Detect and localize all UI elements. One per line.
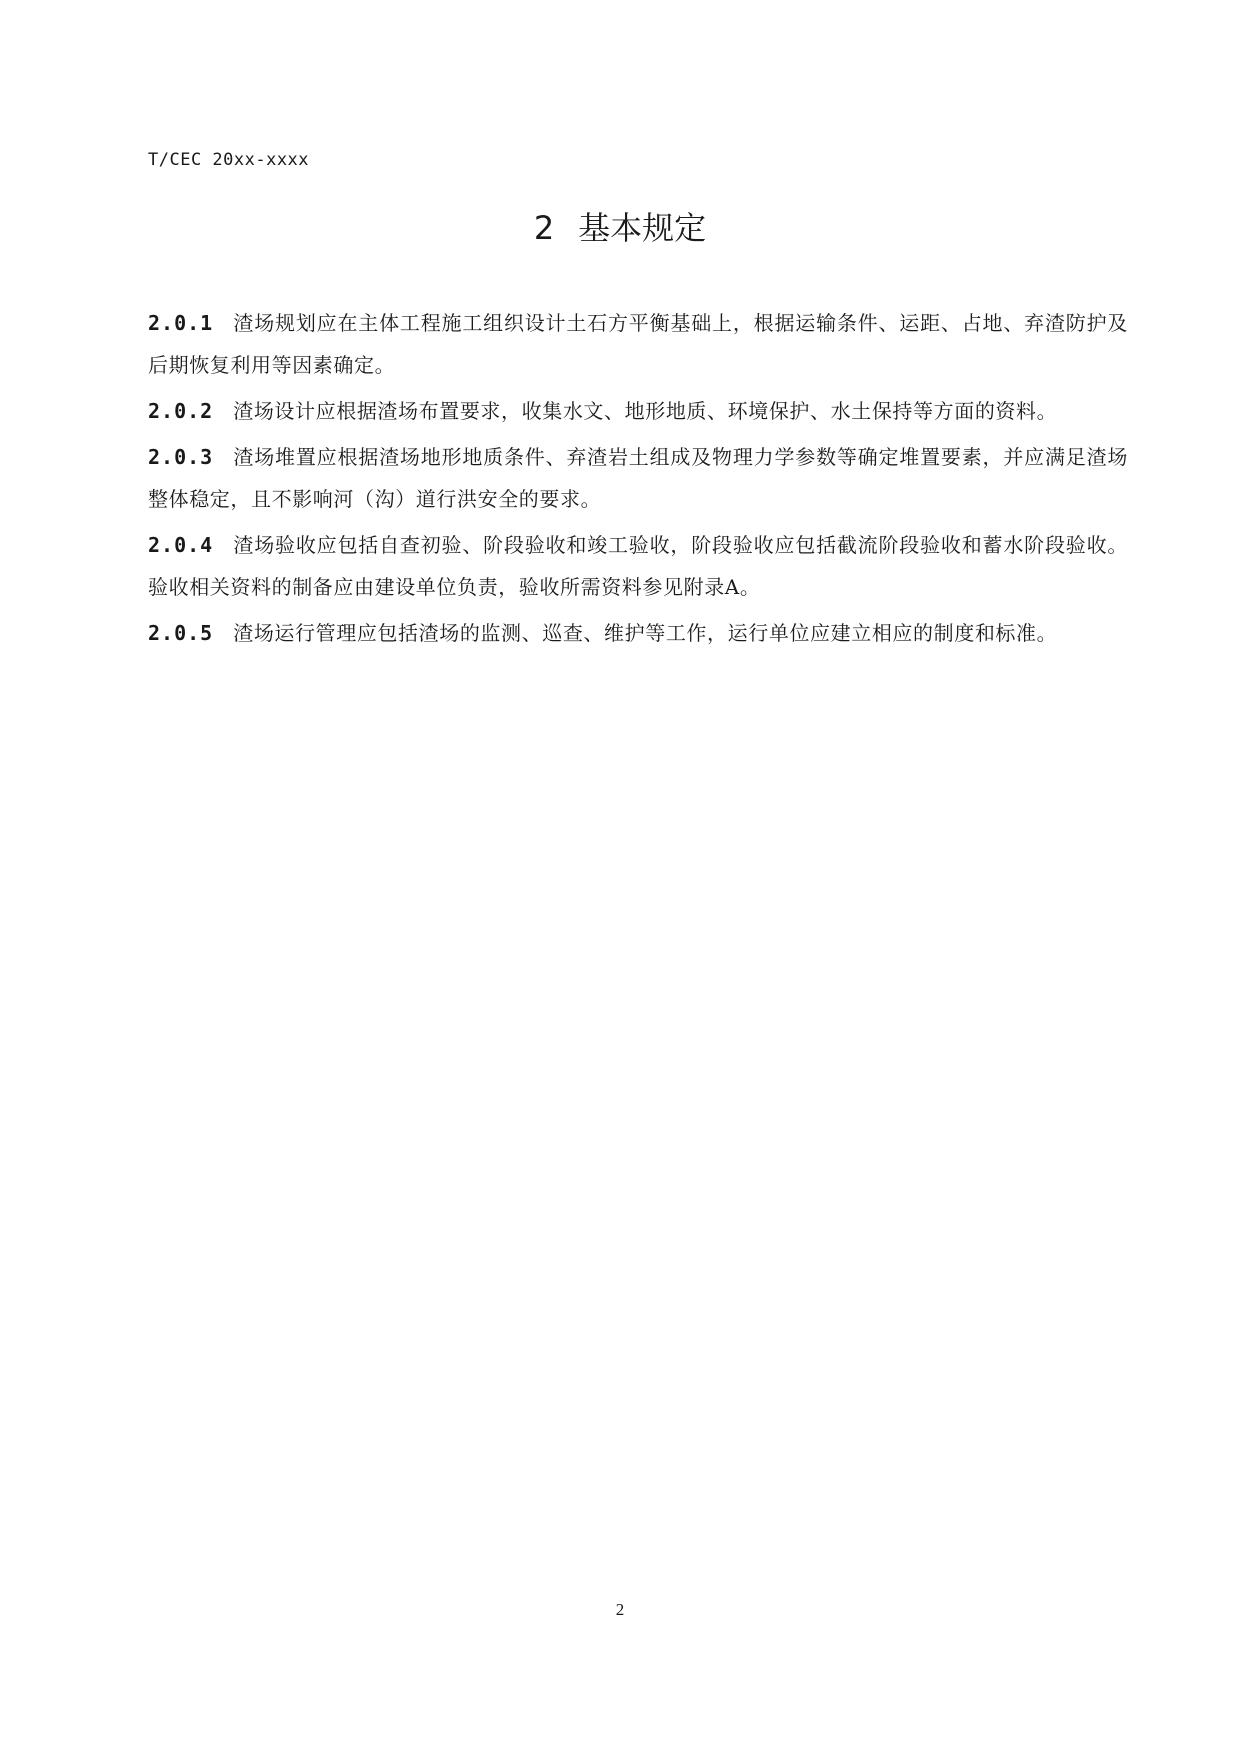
document-code: T/CEC 20xx-xxxx [148, 150, 310, 170]
clause-number: 2.0.2 [148, 399, 214, 423]
clause-text: 渣场设计应根据渣场布置要求，收集水文、地形地质、环境保护、水土保持等方面的资料。 [233, 399, 1058, 423]
clause-2-0-1 [148, 302, 1128, 386]
chapter-title-text: 基本规定 [578, 209, 707, 247]
clause-text: 渣场验收应包括自查初验、阶段验收和竣工验收，阶段验收应包括截流阶段验收和蓄水阶段验收。验收相关资料的制备应由建设单位负责，验收所需资料参见附录A。 [148, 533, 1128, 599]
clause-2-0-2 [148, 390, 1128, 432]
clause-2-0-5 [148, 612, 1128, 654]
clause-list [148, 302, 1128, 658]
clause-number: 2.0.5 [148, 621, 214, 645]
clause-2-0-4 [148, 524, 1128, 608]
page-number: 2 [615, 1600, 625, 1619]
clause-text: 渣场运行管理应包括渣场的监测、巡查、维护等工作，运行单位应建立相应的制度和标准。 [233, 621, 1058, 645]
clause-2-0-3 [148, 436, 1128, 520]
clause-text: 渣场规划应在主体工程施工组织设计土石方平衡基础上，根据运输条件、运距、占地、弃渣防护及后期恢复利用等因素确定。 [148, 311, 1128, 377]
clause-text: 渣场堆置应根据渣场地形地质条件、弃渣岩土组成及物理力学参数等确定堆置要素，并应满足渣场整体稳定，且不影响河（沟）道行洪安全的要求。 [148, 445, 1128, 511]
clause-number: 2.0.1 [148, 311, 214, 335]
clause-number: 2.0.3 [148, 445, 214, 469]
chapter-number: 2 [533, 209, 555, 247]
chapter-title [0, 203, 1240, 249]
clause-number: 2.0.4 [148, 533, 214, 557]
